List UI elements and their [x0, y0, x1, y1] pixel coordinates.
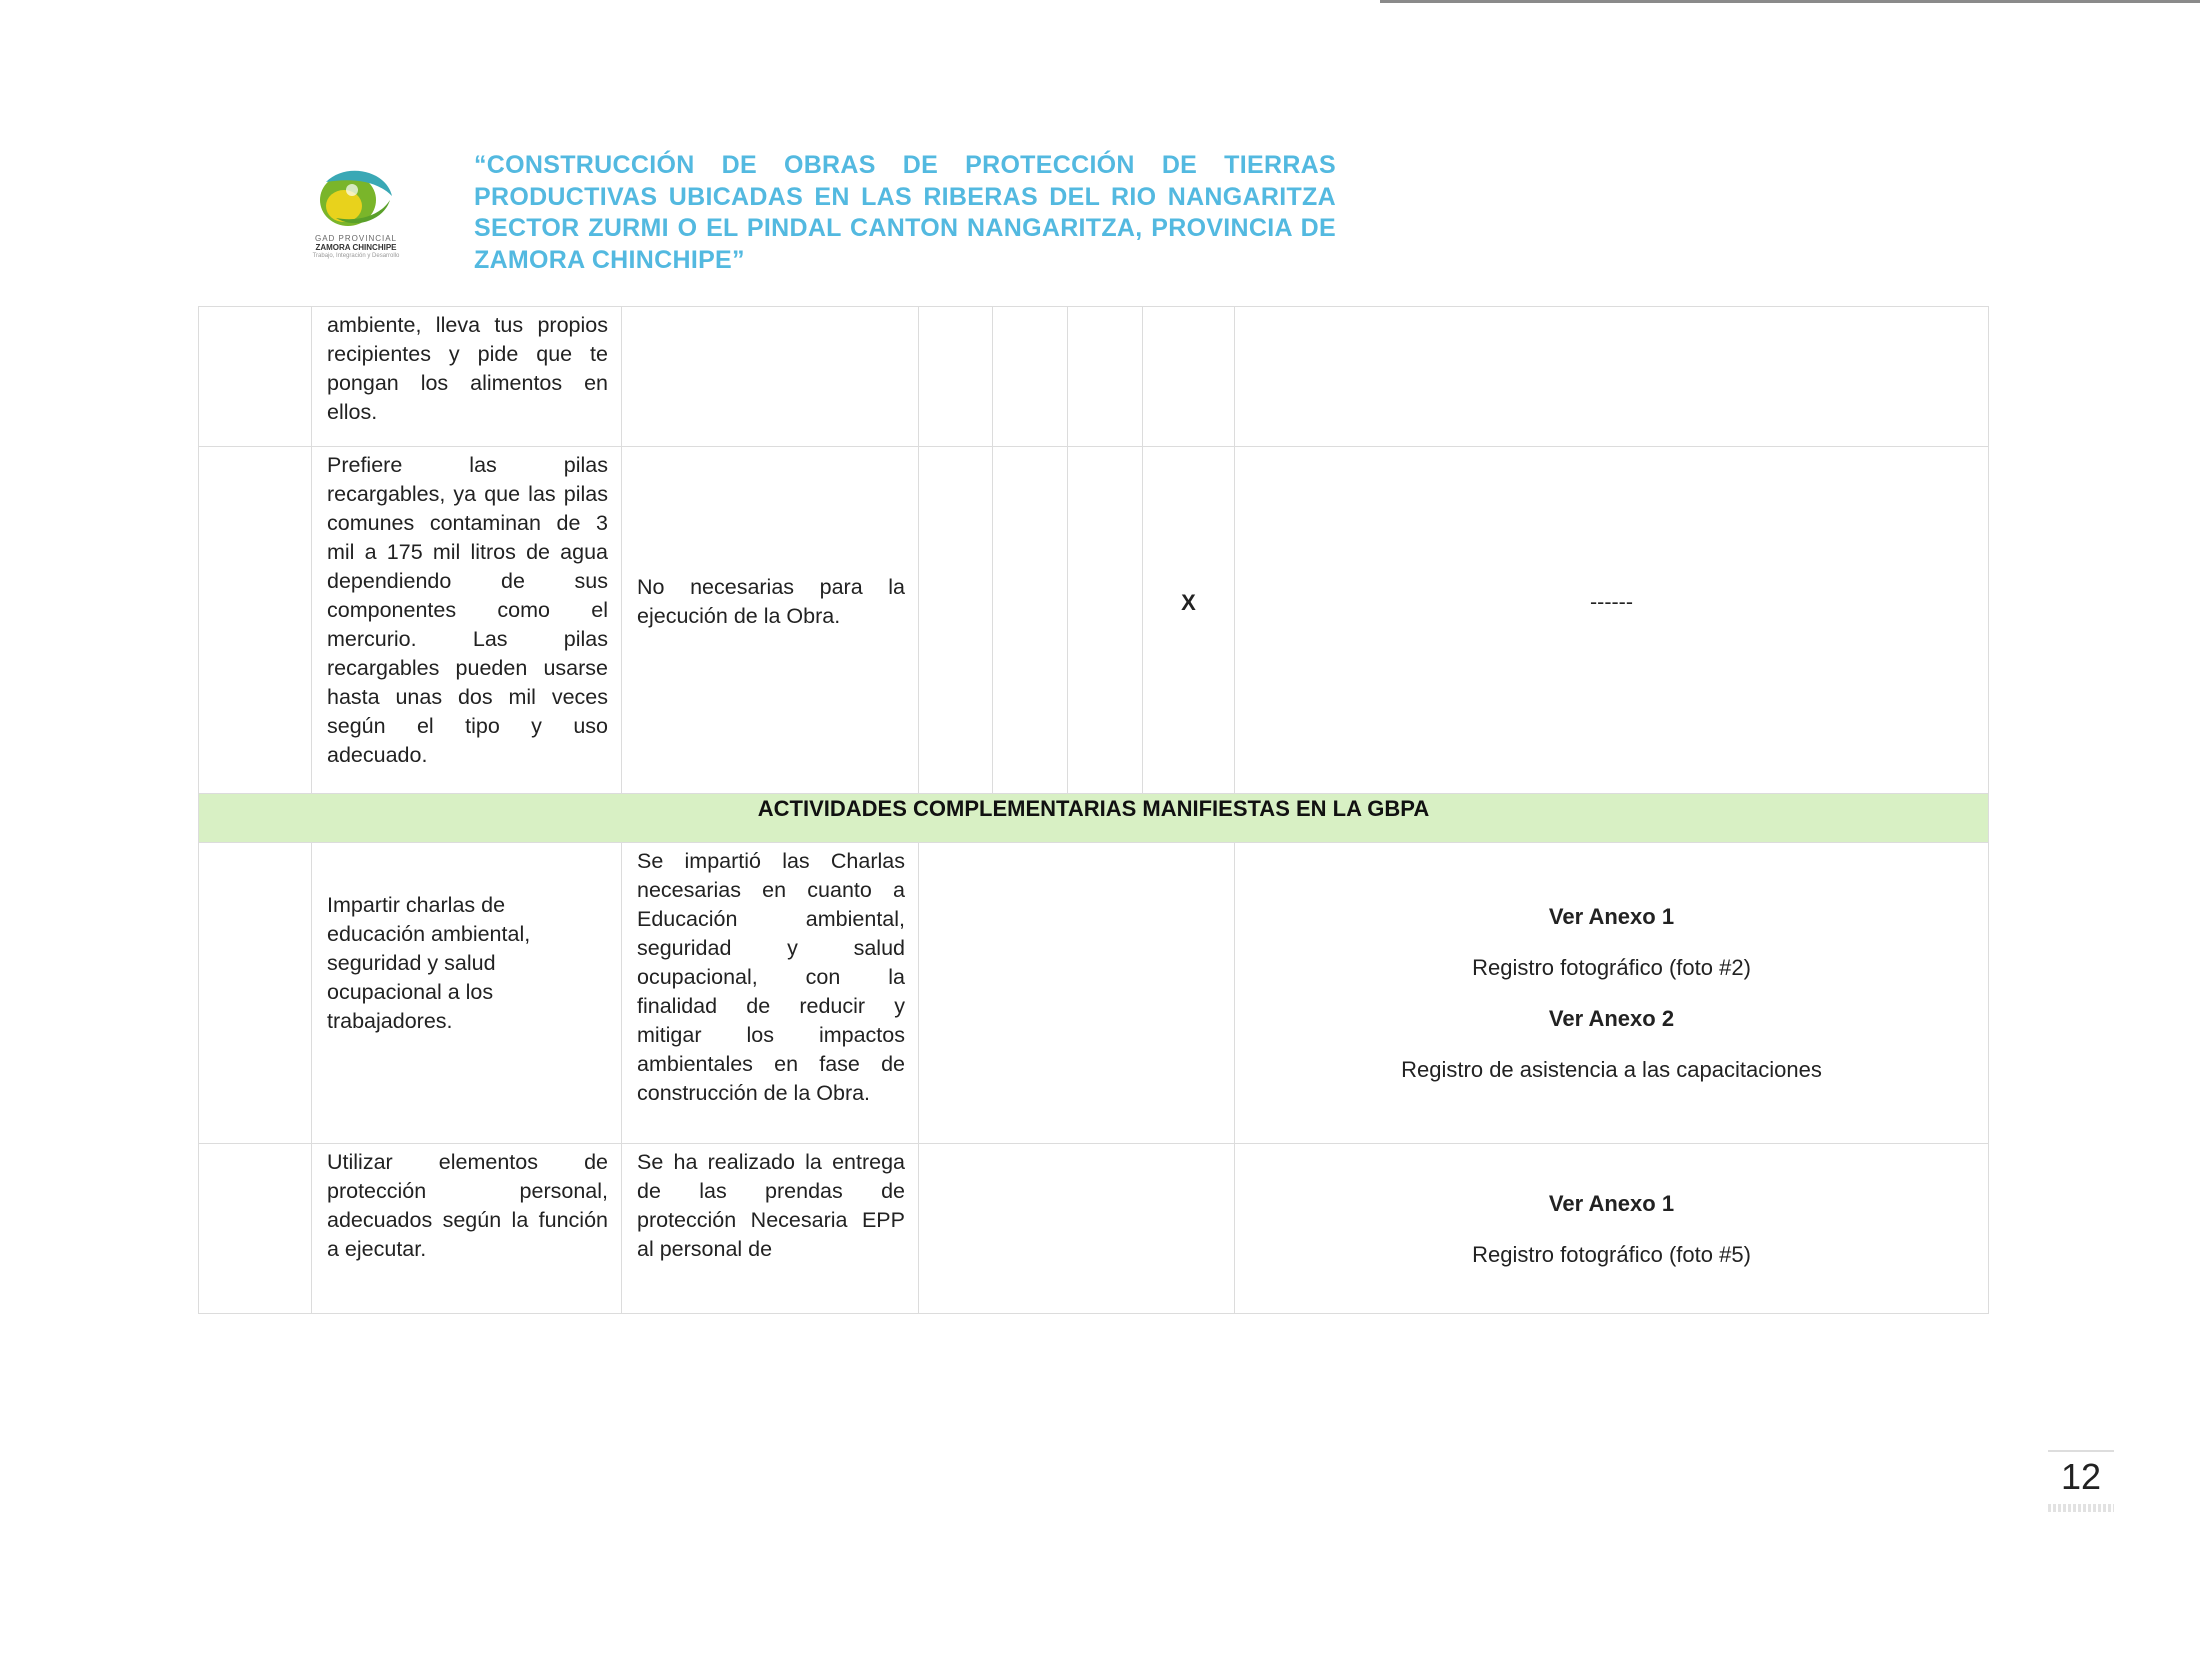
annex-ref: Ver Anexo 1 [1548, 1190, 1675, 1216]
evidence-cell [1235, 1144, 1989, 1314]
table-cell [1068, 307, 1143, 447]
table-cell [919, 447, 993, 794]
annex-ref: Ver Anexo 1 [1548, 904, 1675, 929]
compliance-mark: X [1143, 447, 1235, 794]
measure-cell: Utilizar elementos de protección personal, adecuados según la función a ejecutar. [312, 1144, 622, 1314]
page-number: 12 [2060, 1456, 2102, 1497]
result-cell: No necesarias para la ejecución de la Obra. [622, 447, 919, 794]
measure-cell: ambiente, lleva tus propios recipientes y pide que te pongan los alimentos en ellos. [312, 307, 622, 447]
section-title: ACTIVIDADES COMPLEMENTARIAS MANIFIESTAS EN LA GBPA [199, 794, 1989, 843]
measure-cell: Impartir charlas de educación ambiental, seguridad y salud ocupacional a los trabajadores. [312, 843, 622, 1144]
compliance-table [198, 306, 1989, 1314]
table-cell [199, 307, 312, 447]
logo-line3: Trabajo, Integración y Desarrollo [312, 253, 400, 259]
table-cell [919, 843, 1235, 1144]
page-number-underline [2048, 1504, 2114, 1512]
table-row [199, 447, 1989, 794]
table-cell [919, 307, 993, 447]
title-line: SECTOR ZURMI O EL PINDAL CANTON NANGARITZA, PROVINCIA DE [474, 214, 1336, 242]
table-row [199, 307, 1989, 447]
title-line: ZAMORA CHINCHIPE” [474, 245, 745, 274]
document-title [474, 150, 1336, 276]
annex-ref: Ver Anexo 2 [1548, 1006, 1675, 1031]
table-cell [199, 1144, 312, 1314]
table-row [199, 1144, 1989, 1314]
table-cell [993, 307, 1068, 447]
logo-emblem-icon [296, 160, 416, 234]
gad-logo [296, 160, 416, 260]
annex-desc: Registro fotográfico (foto #5) [1472, 1241, 1751, 1267]
evidence-cell: ------ [1235, 447, 1989, 794]
annex-desc: Registro fotográfico (foto #2) [1472, 955, 1751, 980]
logo-line1: GAD PROVINCIAL [314, 234, 397, 243]
table-cell [993, 447, 1068, 794]
result-cell [622, 307, 919, 447]
logo-line2: ZAMORA CHINCHIPE [315, 243, 397, 252]
measure-cell: Prefiere las pilas recargables, ya que las pilas comunes contaminan de 3 mil a 175 mil litros de agua dependiendo de sus componentes como el mercurio. Las pilas recargables pueden usarse hasta unas dos mil veces según el tipo y uso adecuado. [312, 447, 622, 794]
annex-desc: Registro de asistencia a las capacitaciones [1401, 1057, 1822, 1082]
table-cell [1143, 307, 1235, 447]
evidence-cell [1235, 843, 1989, 1144]
top-rule [1380, 0, 2200, 3]
table-cell [199, 447, 312, 794]
evidence-cell [1235, 307, 1989, 447]
section-header-row [199, 794, 1989, 843]
title-line: “CONSTRUCCIÓN DE OBRAS DE PROTECCIÓN DE TIERRAS [474, 151, 1336, 179]
table-cell [919, 1144, 1235, 1314]
result-cell: Se impartió las Charlas necesarias en cuanto a Educación ambiental, seguridad y salud ocupacional, con la finalidad de reducir y mitigar los impactos ambientales en fase de construcción de la Obra. [622, 843, 919, 1144]
title-line: PRODUCTIVAS UBICADAS EN LAS RIBERAS DEL RIO NANGARITZA [474, 182, 1336, 211]
table-row [199, 843, 1989, 1144]
table-cell [1068, 447, 1143, 794]
result-cell: Se ha realizado la entrega de las prendas de protección Necesaria EPP al personal de [622, 1144, 919, 1314]
table-cell [199, 843, 312, 1144]
